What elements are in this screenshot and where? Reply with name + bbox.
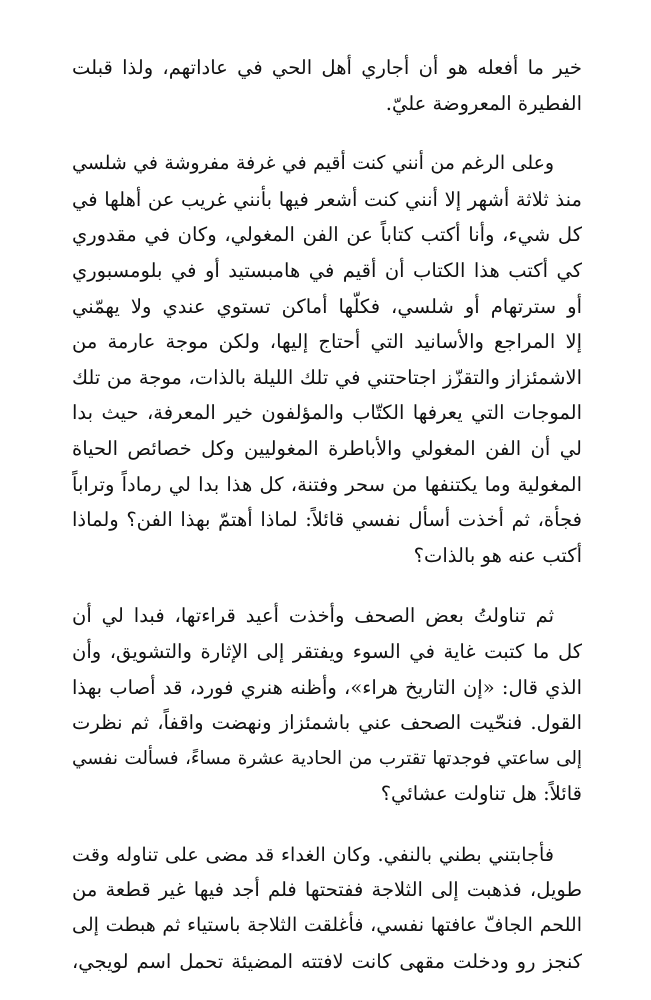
text-line: إلى ساعتي فوجدتها تقترب من الحادية عشرة مساءً، فسألت نفسي	[72, 747, 582, 769]
text-line: الفطيرة المعروضة عليّ.	[385, 91, 582, 115]
text-line: المغولية وما يكتنفها من سحر وفتنة، كل هذا بدا لي رماداً وتراباً	[72, 472, 582, 496]
text-line: منذ ثلاثة أشهر إلا أنني كنت أشعر فيها بأنني غريب عن أهلها في	[72, 187, 582, 211]
paragraph-2	[72, 146, 582, 573]
text-line: قائلاً: هل تناولت عشائي؟	[380, 782, 582, 806]
text-line: اللحم الجافّ عافتها نفسي، فأغلقت الثلاجة باستياء ثم هبطت إلى	[72, 914, 582, 937]
book-page	[72, 50, 582, 979]
text-line: الذي قال: «إن التاريخ هراء»، وأظنه هنري فورد، قد أصاب بهذا	[72, 675, 582, 699]
text-line: الاشمئزاز والتقزّز اجتاحتني في تلك الليلة بالذات، موجة من تلك	[72, 365, 582, 389]
text-line: لي أن الفن المغولي والأباطرة المغوليين وكل خصائص الحياة	[72, 436, 582, 460]
text-line: إلا المراجع والأسانيد التي أحتاج إليها، ولكن موجة عارمة من	[72, 330, 582, 354]
text-line: طويل، فذهبت إلى الثلاجة ففتحتها فلم أجد فيها غير قطعة من	[72, 878, 582, 902]
text-line: فأجابتني بطني بالنفي. وكان الغداء قد مضى على تناوله وقت	[72, 842, 554, 866]
text-line: أو سترتهام أو شلسي، فكلّها أماكن تستوي عندي ولا يهمّني	[72, 294, 582, 318]
text-line: كل شيء، وأنا أكتب كتاباً عن الفن المغولي، وكان في مقدوري	[72, 223, 582, 247]
paragraph-3	[72, 598, 582, 812]
text-line: القول. فنحّيت الصحف عني باشمئزاز ونهضت واقفاً، ثم نظرت	[72, 711, 582, 735]
text-line: وعلى الرغم من أنني كنت أقيم في غرفة مفروشة في شلسي	[72, 152, 554, 175]
text-line: كل ما كتبت غاية في السوء ويفتقر إلى الإثارة والتشويق، وأن	[72, 639, 582, 663]
text-line: الموجات التي يعرفها الكتّاب والمؤلفون خير المعرفة، حيث بدا	[72, 401, 582, 425]
text-line: ثم تناولتُ بعض الصحف وأخذت أعيد قراءتها، فبدا لي أن	[72, 604, 554, 628]
text-line: خير ما أفعله هو أن أجاري أهل الحي في عاداتهم، ولذا قبلت	[72, 56, 582, 79]
text-line: فجأة، ثم أخذت أسأل نفسي قائلاً: لماذا أهتمّ بهذا الفن؟ ولماذا	[72, 508, 582, 532]
text-line: أكتب عنه هو بالذات؟	[413, 543, 582, 567]
text-line: كي أكتب هذا الكتاب أن أقيم في هامبستيد أو في بلومسبوري	[72, 258, 582, 282]
text-line: كنجز رو ودخلت مقهى كانت لافتته المضيئة تحمل اسم لويجي،	[72, 949, 582, 973]
paragraph-4	[72, 837, 582, 979]
paragraph-1	[72, 50, 582, 121]
